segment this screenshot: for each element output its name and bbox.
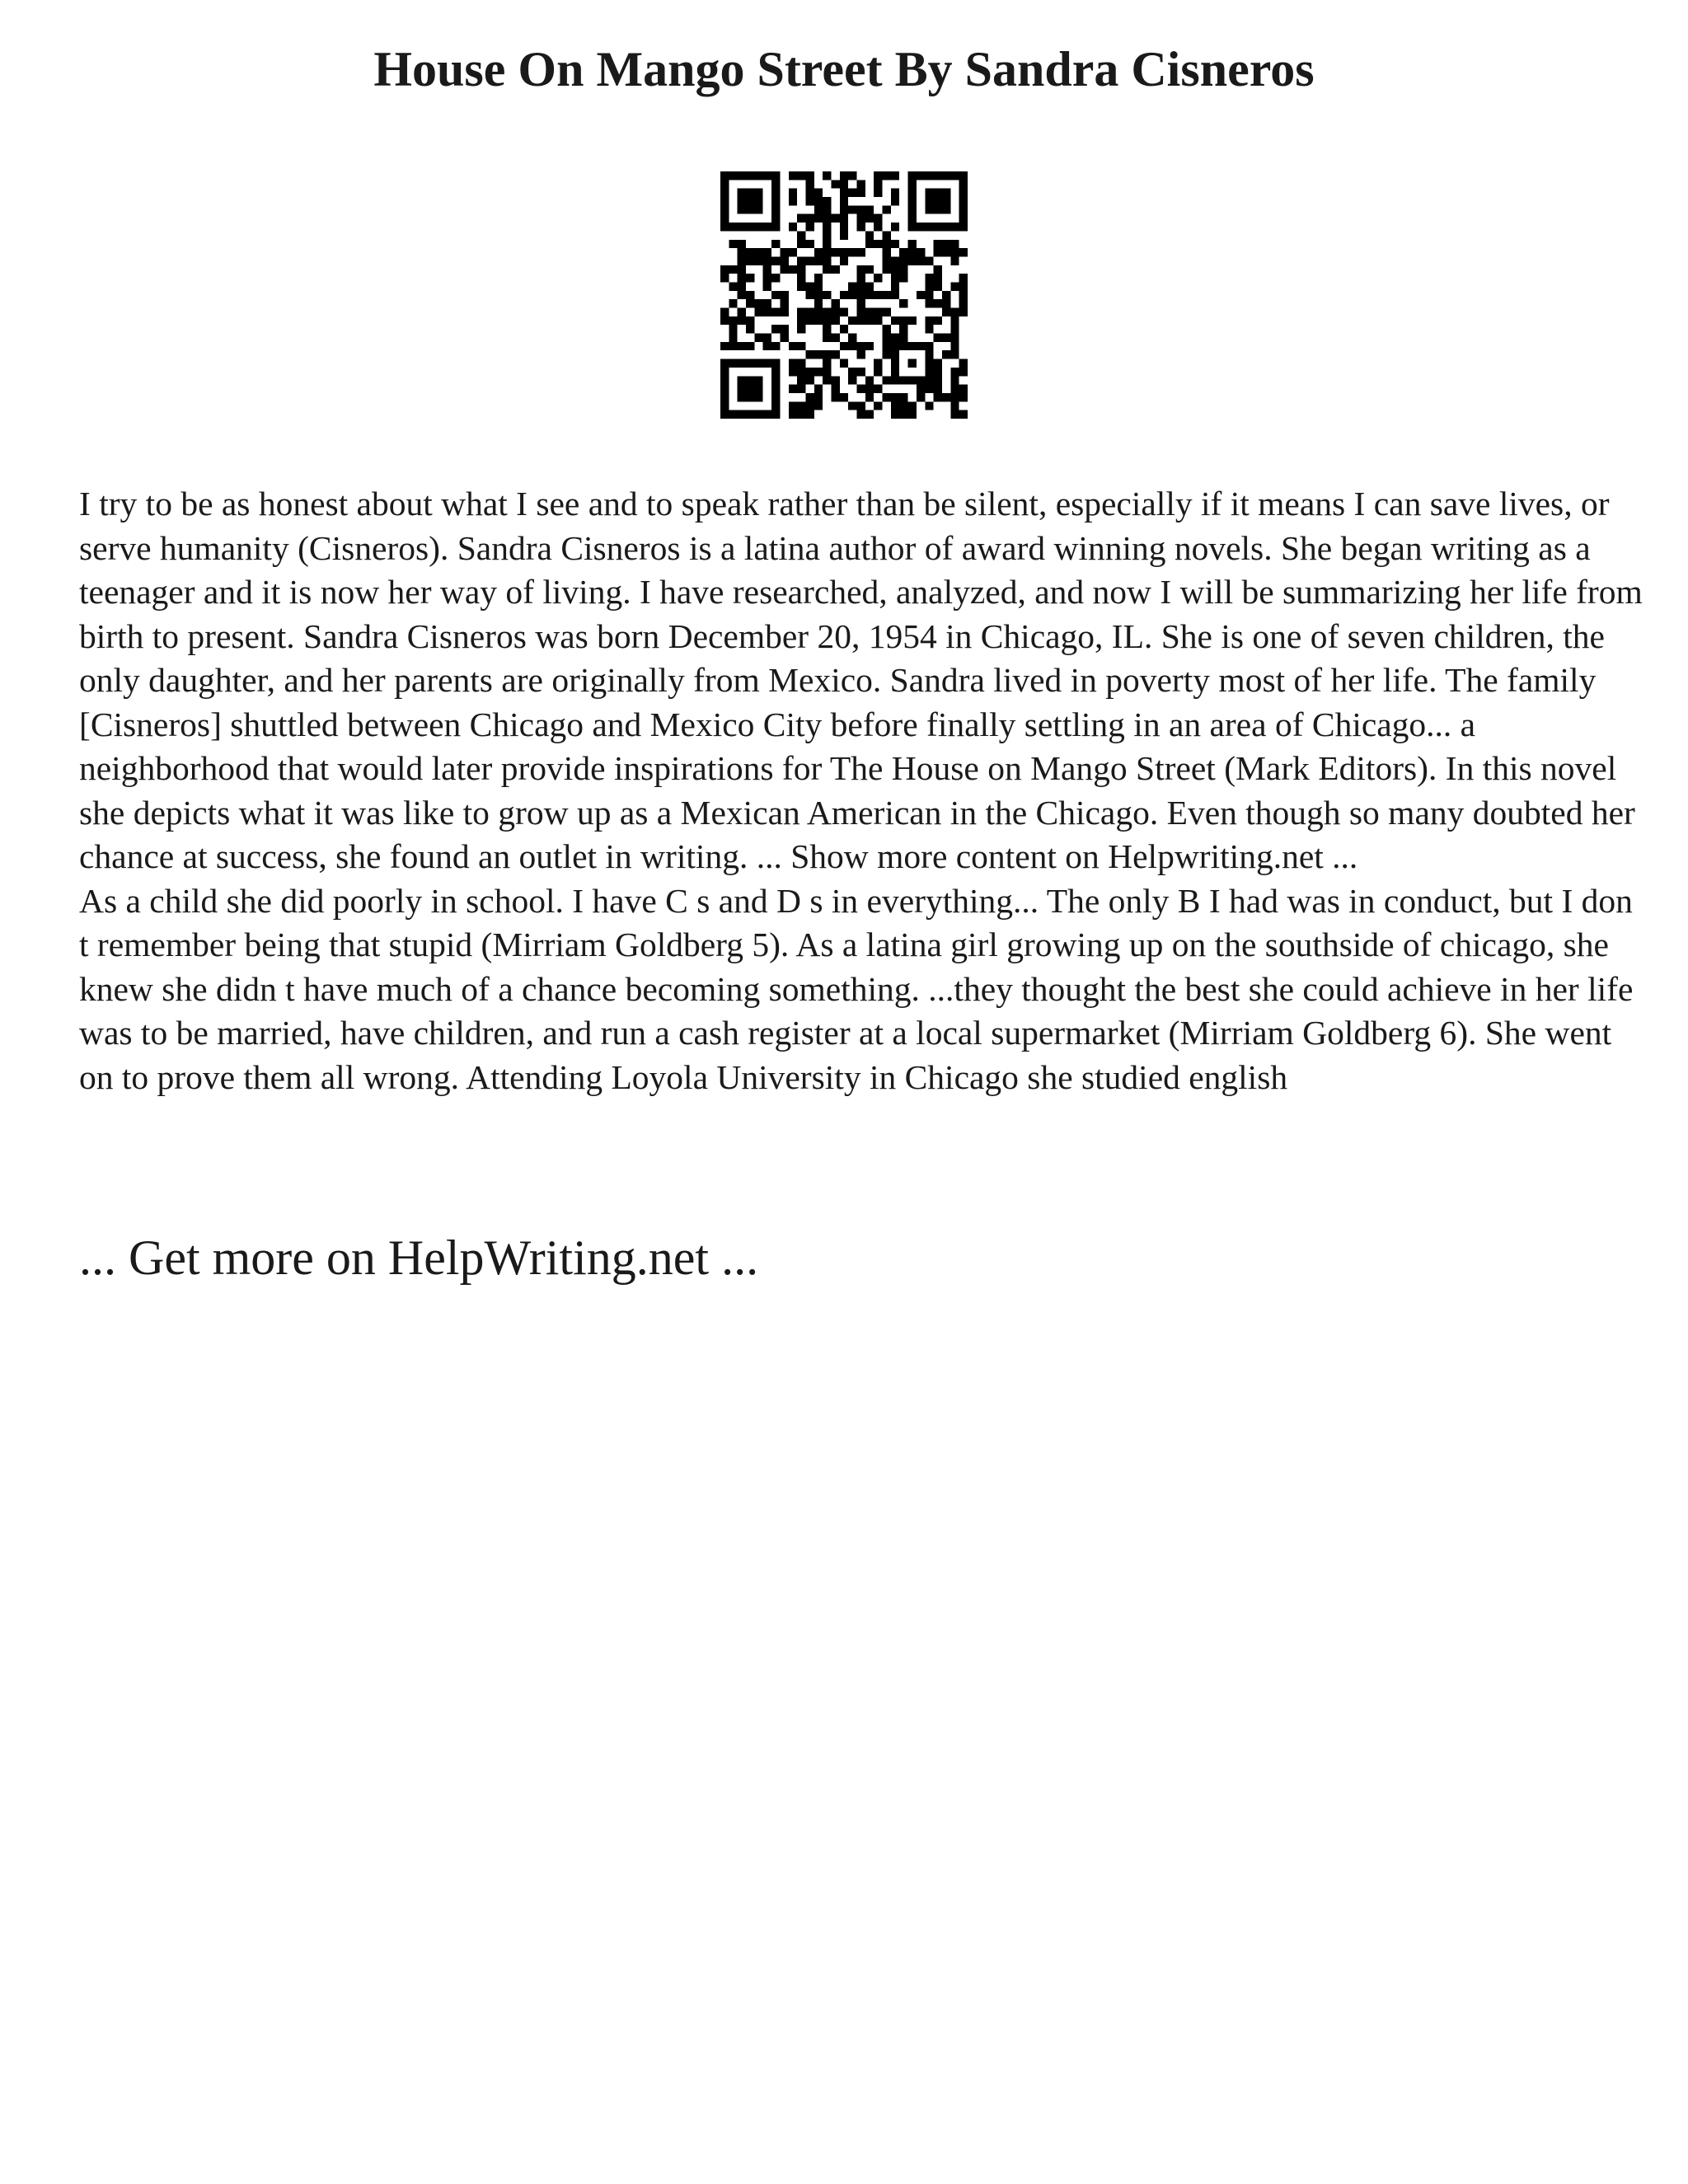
article-body: [79, 482, 1645, 1099]
document-title: House On Mango Street By Sandra Cisneros: [373, 42, 1315, 96]
get-more-link[interactable]: ... Get more on HelpWriting.net ...: [79, 1230, 759, 1285]
qr-code-icon[interactable]: [720, 171, 968, 419]
qr-code-graphic: [720, 171, 968, 419]
article-paragraph-1: I try to be as honest about what I see and to speak rather than be silent, especially if it means I can save lives, or serve humanity (Cisneros). Sandra Cisneros is a latina author of award winning novels. She began writing as a teenager and it is now her way of living. I have researched, analyzed, and now I will be summarizing her life from birth to present. Sandra Cisneros was born December 20, 1954 in Chicago, IL. She is one of seven children, the only daughter, and her parents are originally from Mexico. Sandra lived in poverty most of her life. The family [Cisneros] shuttled between Chicago and Mexico City before finally settling in an area of Chicago... a neighborhood that would later provide inspirations for The House on Mango Street (Mark Editors). In this novel she depicts what it was like to grow up as a Mexican American in the Chicago. Even though so many doubted her chance at success, she found an outlet in writing. ... Show more content on Helpwriting.net ...: [79, 485, 1643, 875]
article-paragraph-2: As a child she did poorly in school. I have C s and D s in everything... The only B I had was in conduct, but I don t remember being that stupid (Mirriam Goldberg 5). As a latina girl growing up on the southside of chicago, she knew she didn t have much of a chance becoming something. ...they thought the best she could achieve in her life was to be married, have children, and run a cash register at a local supermarket (Mirriam Goldberg 6). She went on to prove them all wrong. Attending Loyola University in Chicago she studied english: [79, 881, 1634, 1096]
